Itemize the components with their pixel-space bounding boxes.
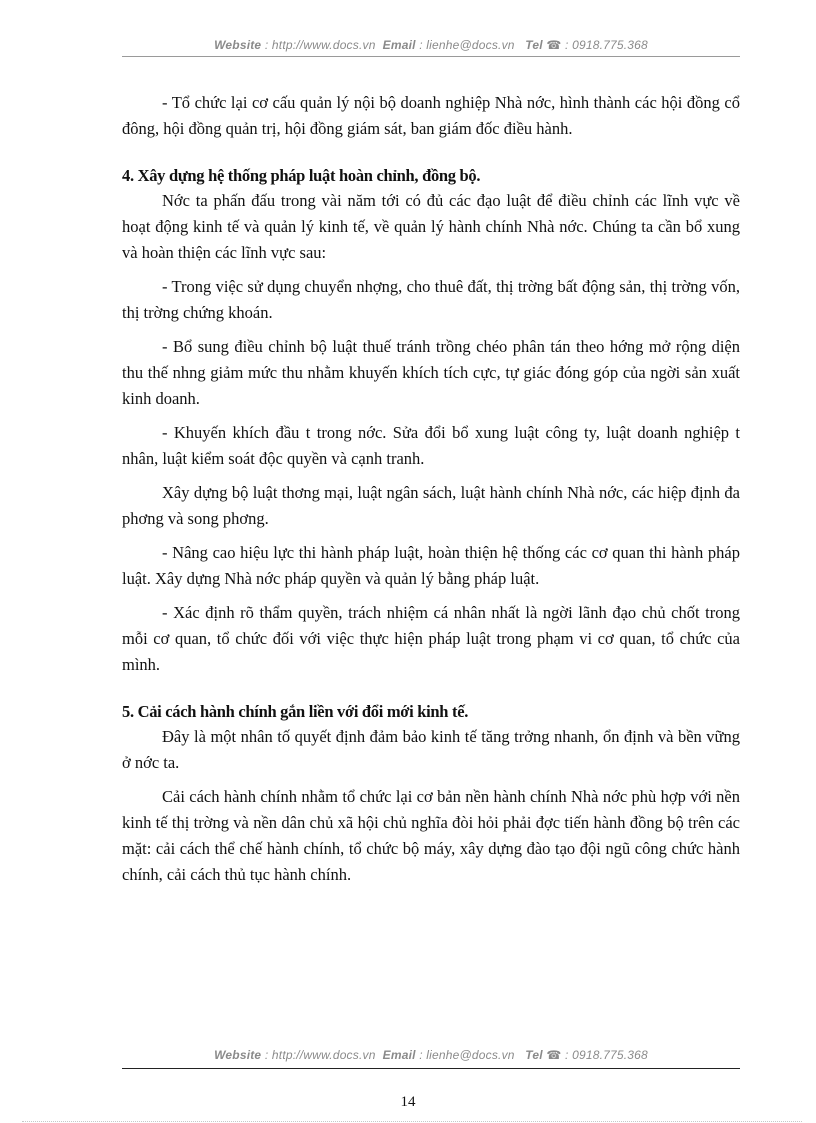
footer-divider [122,1068,740,1069]
phone-icon: ☎ [546,38,562,52]
paragraph: - Xác định rõ thẩm quyền, trách nhiệm cá nhân nhất là ngời lãnh đạo chủ chốt trong mỗi cơ quan, tổ chức đối với việc thực hiện pháp luật trong phạm vi cơ quan, tổ chức của mình. [122,603,740,674]
paragraph: - Bổ sung điều chỉnh bộ luật thuế tránh trồng chéo phân tán theo hớng mở rộng diện thu thế nhng giảm mức thu nhằm khuyến khích tích cực, tự giác đóng góp của ngời sản xuất kinh doanh. [122,337,740,408]
header-email-label: Email [382,38,416,52]
header-divider [122,56,740,57]
header-website-label: Website [214,38,262,52]
paragraph: Nớc ta phấn đấu trong vài năm tới có đủ các đạo luật để điều chỉnh các lĩnh vực về hoạt động kinh tế và quản lý kinh tế, về quản lý hành chính Nhà nớc. Chúng ta cần bổ xung và hoàn thiện các lĩnh vực sau: [122,191,740,262]
page-number: 14 [400,1094,416,1110]
paragraph: - Trong việc sử dụng chuyển nhợng, cho thuê đất, thị trờng bất động sản, thị trờng vốn, thị trờng chứng khoán. [122,277,740,322]
footer-email-link[interactable]: : lienhe@docs.vn [419,1048,515,1062]
section-heading-5: 5. Cải cách hành chính gắn liền với đổi mới kinh tế. [122,702,469,721]
paragraph: Cải cách hành chính nhằm tổ chức lại cơ bản nền hành chính Nhà nớc phù hợp với nền kinh tế thị trờng và nền dân chủ xã hội chủ nghĩa đòi hỏi phải đợc tiến hành đồng bộ trên các mặt: cải cách thể chế hành chính, tổ chức bộ máy, xây dựng đào tạo đội ngũ công chức hành chính, cải cách thủ tục hành chính. [122,787,740,884]
header-email-link[interactable]: : lienhe@docs.vn [419,38,515,52]
document-body [122,90,740,896]
header-tel-label: Tel [525,38,543,52]
section-heading-4: 4. Xây dựng hệ thống pháp luật hoàn chỉnh, đồng bộ. [122,166,481,185]
header-tel-value: : 0918.775.368 [565,38,648,52]
paragraph: - Nâng cao hiệu lực thi hành pháp luật, hoàn thiện hệ thống các cơ quan thi hành pháp luật. Xây dựng Nhà nớc pháp quyền và quản lý bằng pháp luật. [122,543,740,588]
paragraph: - Tổ chức lại cơ cấu quản lý nội bộ doanh nghiệp Nhà nớc, hình thành các hội đồng cổ đông, hội đồng quản trị, hội đồng giám sát, ban giám đốc điều hành. [122,93,740,138]
footer-website-label: Website [214,1048,262,1062]
footer-email-label: Email [382,1048,416,1062]
phone-icon: ☎ [546,1048,562,1062]
paragraph: Đây là một nhân tố quyết định đảm bảo kinh tế tăng trởng nhanh, ổn định và bền vững ở nớc ta. [122,727,740,772]
header-website-link[interactable]: : http://www.docs.vn [264,38,376,52]
page-footer [122,1048,740,1062]
paragraph: Xây dựng bộ luật thơng mại, luật ngân sách, luật hành chính Nhà nớc, các hiệp định đa phơng và song phơng. [122,483,740,528]
footer-tel-label: Tel [525,1048,543,1062]
footer-tel-value: : 0918.775.368 [565,1048,648,1062]
page-bottom-edge [22,1121,802,1122]
footer-website-link[interactable]: : http://www.docs.vn [264,1048,376,1062]
page-header [122,38,740,52]
paragraph: - Khuyến khích đầu t trong nớc. Sửa đổi bổ xung luật công ty, luật doanh nghiệp t nhân, luật kiểm soát độc quyền và cạnh tranh. [122,423,740,468]
